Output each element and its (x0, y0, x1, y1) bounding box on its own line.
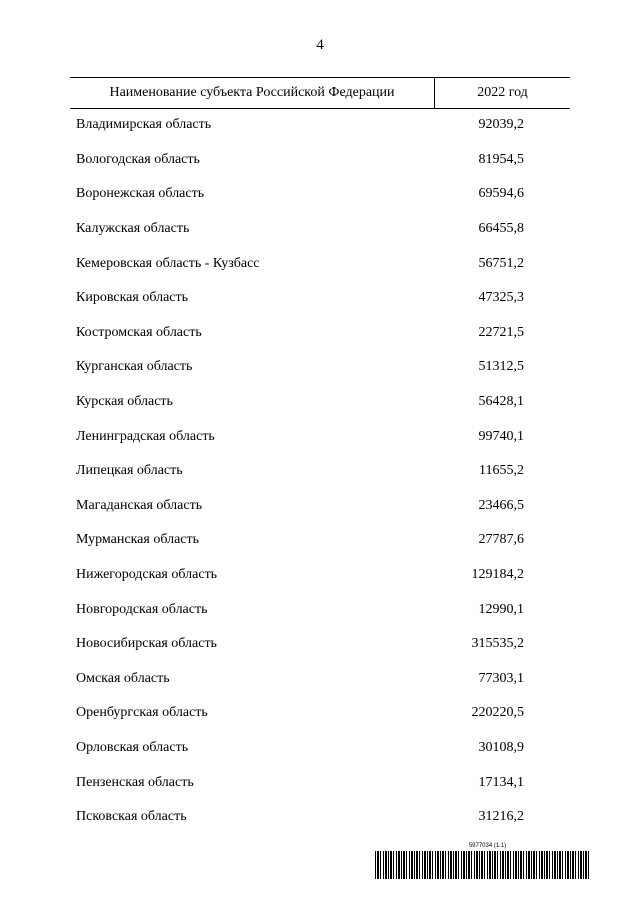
region-name: Курганская область (76, 359, 193, 375)
region-name: Калужская область (76, 221, 190, 237)
region-value: 27787,6 (478, 532, 524, 548)
region-name: Кировская область (76, 290, 189, 306)
region-value: 11655,2 (479, 463, 524, 479)
region-name: Омская область (76, 670, 170, 686)
table-header (70, 77, 570, 109)
region-value: 22721,5 (478, 324, 524, 340)
region-name: Оренбургская область (76, 705, 208, 721)
region-name: Костромская область (76, 324, 202, 340)
table-row (70, 246, 570, 281)
region-value: 92039,2 (478, 117, 524, 133)
region-value: 47325,3 (478, 290, 524, 306)
table-row (70, 212, 570, 247)
header-year: 2022 год (477, 85, 528, 100)
region-value: 56751,2 (478, 255, 524, 271)
table-row (70, 385, 570, 420)
region-value: 17134,1 (478, 774, 524, 790)
region-name: Владимирская область (76, 117, 212, 133)
table-row (70, 350, 570, 385)
table-row (70, 627, 570, 662)
table-row (70, 696, 570, 731)
table-row (70, 454, 570, 489)
table-row (70, 662, 570, 697)
table-row (70, 592, 570, 627)
region-value: 99740,1 (478, 428, 524, 444)
header-region-name: Наименование субъекта Российской Федерации (70, 78, 435, 108)
table-row (70, 316, 570, 351)
region-value: 220220,5 (471, 705, 524, 721)
region-name: Пензенская область (76, 774, 194, 790)
region-value: 81954,5 (478, 151, 524, 167)
table-row (70, 108, 570, 143)
region-name: Курская область (76, 394, 173, 410)
data-table (70, 77, 570, 825)
region-name: Воронежская область (76, 186, 205, 202)
region-name: Новгородская область (76, 601, 208, 617)
region-name: Кемеровская область - Кузбасс (76, 255, 260, 271)
region-name: Орловская область (76, 739, 189, 755)
table-row (70, 419, 570, 454)
region-value: 315535,2 (471, 636, 524, 652)
region-value: 30108,9 (478, 739, 524, 755)
region-value: 51312,5 (478, 359, 524, 375)
table-row (70, 281, 570, 316)
region-name: Магаданская область (76, 497, 203, 513)
region-value: 31216,2 (478, 809, 524, 825)
region-name: Нижегородская область (76, 567, 218, 583)
page-number: 4 (316, 37, 324, 53)
region-value: 77303,1 (478, 670, 524, 686)
barcode-image (375, 851, 590, 879)
table-row (70, 800, 570, 835)
barcode-block (375, 843, 590, 879)
region-name: Липецкая область (76, 463, 183, 479)
table-row (70, 765, 570, 800)
region-name: Вологодская область (76, 151, 200, 167)
region-value: 12990,1 (478, 601, 524, 617)
table-row (70, 731, 570, 766)
table-body (70, 108, 570, 834)
region-value: 66455,8 (478, 221, 524, 237)
table-row (70, 489, 570, 524)
region-name: Мурманская область (76, 532, 200, 548)
table-row (70, 558, 570, 593)
region-value: 23466,5 (478, 497, 524, 513)
region-name: Ленинградская область (76, 428, 215, 444)
table-row (70, 523, 570, 558)
barcode-caption: 5977034 (1.1) (468, 843, 507, 849)
table-row (70, 177, 570, 212)
region-name: Псковская область (76, 809, 187, 825)
region-value: 69594,6 (478, 186, 524, 202)
region-value: 56428,1 (478, 394, 524, 410)
region-value: 129184,2 (471, 567, 524, 583)
region-name: Новосибирская область (76, 636, 217, 652)
table-row (70, 143, 570, 178)
